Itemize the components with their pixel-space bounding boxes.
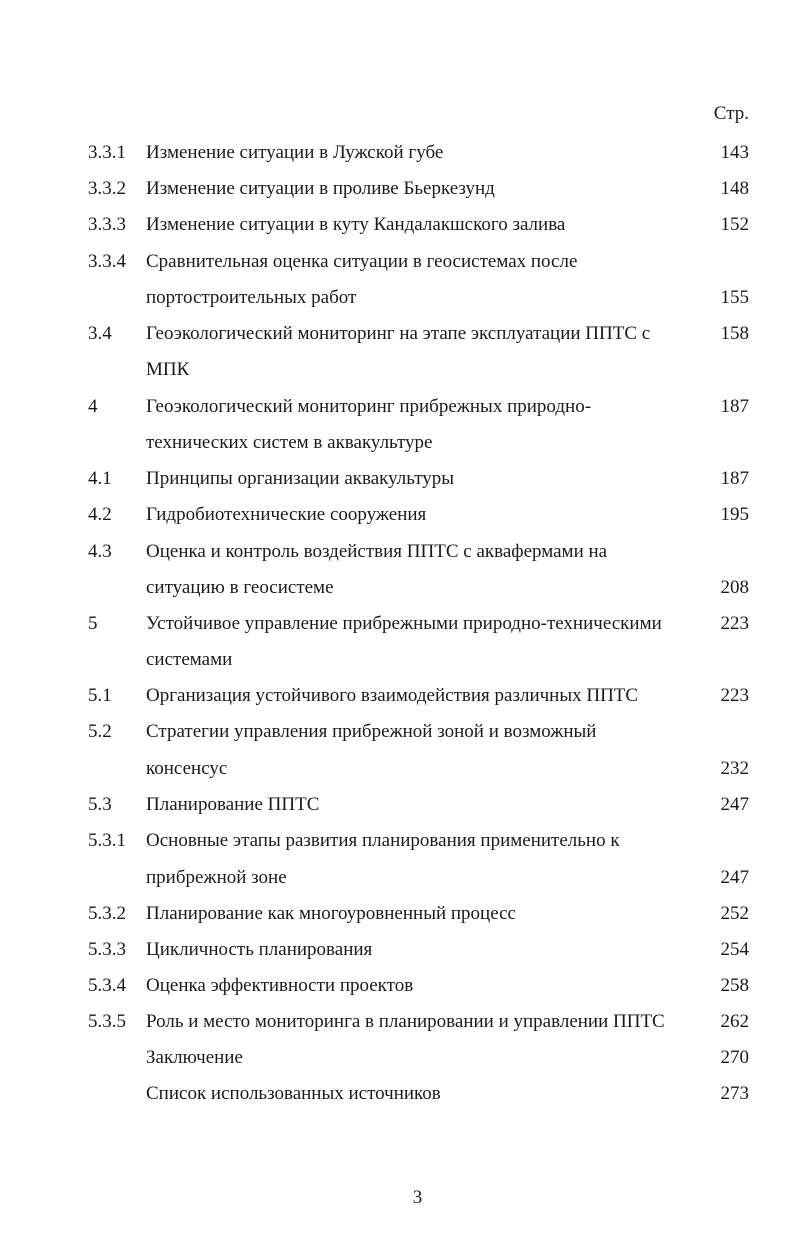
- toc-entry-page: 152: [720, 214, 749, 235]
- toc-entry-title: Геоэкологический мониторинг на этапе эксплуатации ППТС с: [146, 323, 651, 344]
- toc-entry-title: Изменение ситуации в проливе Бьеркезунд: [146, 178, 495, 199]
- toc-entry-number: 3.3.2: [88, 178, 126, 199]
- toc-entry-title: Роль и место мониторинга в планировании и управлении ППТС: [146, 1011, 665, 1032]
- toc-entry-title: Организация устойчивого взаимодействия различных ППТС: [146, 685, 639, 706]
- toc-entry-title: Список использованных источников: [146, 1083, 441, 1104]
- toc-entry-number: 3.4: [88, 323, 112, 344]
- toc-entry-page: 223: [720, 613, 749, 634]
- toc-entry-title-line2: портостроительных работ: [146, 287, 357, 308]
- toc-entry-number: 4.3: [88, 541, 112, 562]
- toc-entry-number: 5.3: [88, 794, 112, 815]
- toc-entry-page: 143: [720, 142, 749, 163]
- toc-entry-title: Устойчивое управление прибрежными природно-техническими: [146, 613, 662, 634]
- toc-entry-title: Сравнительная оценка ситуации в геосистемах после: [146, 251, 578, 272]
- toc-entry-title: Оценка эффективности проектов: [146, 975, 414, 996]
- toc-entry-title: Планирование ППТС: [146, 794, 320, 815]
- toc-entry-page: 247: [720, 867, 749, 888]
- toc-entry-title: Цикличность планирования: [146, 939, 373, 960]
- toc-entry-page: 187: [720, 468, 749, 489]
- toc-entry-title-line2: системами: [146, 649, 233, 670]
- toc-entry-number: 4.1: [88, 468, 112, 489]
- toc-entry-page: 223: [720, 685, 749, 706]
- toc-entry-page: 148: [720, 178, 749, 199]
- toc-entry-title: Стратегии управления прибрежной зоной и возможный: [146, 721, 597, 742]
- toc-entry-number: 4.2: [88, 504, 112, 525]
- toc-entry-number: 5.3.3: [88, 939, 126, 960]
- toc-entry-page: 258: [720, 975, 749, 996]
- toc-entry-number: 5.3.2: [88, 903, 126, 924]
- toc-entry-page: 208: [720, 577, 749, 598]
- toc-entry-title: Изменение ситуации в куту Кандалакшского залива: [146, 214, 566, 235]
- toc-entry-title: Геоэкологический мониторинг прибрежных природно-: [146, 396, 592, 417]
- toc-entry-page: 247: [720, 794, 749, 815]
- toc-entry-page: 273: [720, 1083, 749, 1104]
- toc-entry-title: Планирование как многоуровненный процесс: [146, 903, 516, 924]
- toc-entry-title: Изменение ситуации в Лужской губе: [146, 142, 444, 163]
- toc-entry-title-line2: МПК: [146, 359, 190, 380]
- toc-entry-number: 3.3.4: [88, 251, 126, 272]
- toc-entry-page: 270: [720, 1047, 749, 1068]
- toc-entry-number: 5.3.1: [88, 830, 126, 851]
- toc-entry-page: 232: [720, 758, 749, 779]
- toc-entry-title: Гидробиотехнические сооружения: [146, 504, 427, 525]
- toc-entry-number: 5.3.5: [88, 1011, 126, 1032]
- toc-entry-number: 5.2: [88, 721, 112, 742]
- toc-entry-page: 187: [720, 396, 749, 417]
- toc-entry-number: 4: [88, 396, 98, 417]
- toc-entry-title-line2: технических систем в аквакультуре: [146, 432, 433, 453]
- toc-entry-page: 155: [720, 287, 749, 308]
- toc-entry-title-line2: ситуацию в геосистеме: [146, 577, 334, 598]
- toc-entry-number: 5.3.4: [88, 975, 126, 996]
- toc-entry-page: 262: [720, 1011, 749, 1032]
- toc-entry-page: 158: [720, 323, 749, 344]
- toc-entry-title: Заключение: [146, 1047, 243, 1068]
- toc-entry-number: 3.3.1: [88, 142, 126, 163]
- toc-entry-page: 252: [720, 903, 749, 924]
- page-column-header: Стр.: [713, 103, 749, 124]
- toc-entry-page: 195: [720, 504, 749, 525]
- toc-entry-page: 254: [720, 939, 749, 960]
- toc-entry-number: 3.3.3: [88, 214, 126, 235]
- page-number: 3: [412, 1187, 423, 1208]
- toc-entry-title-line2: консенсус: [146, 758, 228, 779]
- toc-entry-number: 5: [88, 613, 98, 634]
- toc-entry-number: 5.1: [88, 685, 112, 706]
- toc-entry-title: Основные этапы развития планирования применительно к: [146, 830, 620, 851]
- toc-entry-title: Принципы организации аквакультуры: [146, 468, 455, 489]
- toc-entry-title: Оценка и контроль воздействия ППТС с аквафермами на: [146, 541, 608, 562]
- toc-entry-title-line2: прибрежной зоне: [146, 867, 287, 888]
